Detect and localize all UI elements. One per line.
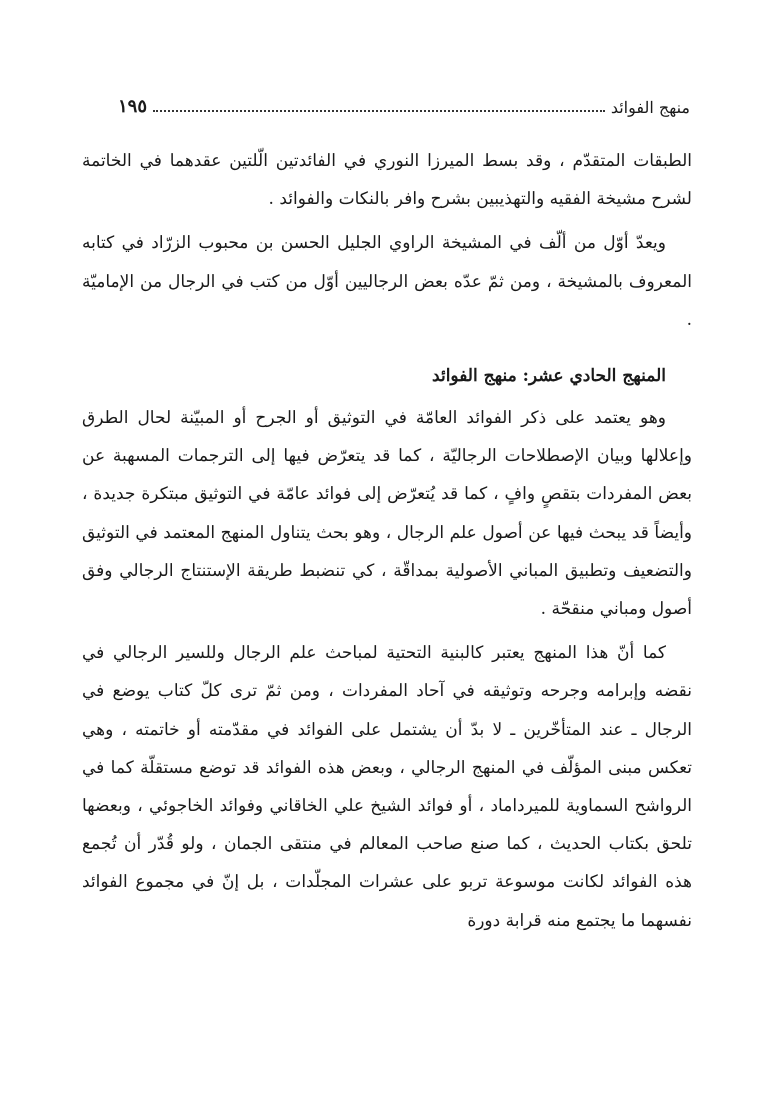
running-title: منهج الفوائد	[610, 98, 690, 117]
paragraph-3: وهو يعتمد على ذكر الفوائد العامّة في التوثيق أو الجرح أو المبيّنة لحال الطرق وإعلالها وبيان الإصطلاحات الرجاليّة ، كما قد يتعرّض فيها إلى الترجمات المسهبة عن بعض المفردات بتقصٍ وافٍ ، كما قد يُتعرّض إلى فوائد عامّة في التوثيق مبتكرة جديدة ، وأيضاً قد يبحث فيها عن أصول علم الرجال ، وهو بحث يتناول المنهج المعتمد في التوثيق والتضعيف وتطبيق المباني الأصولية بمداقّة ، كي تنضبط طريقة الإستنتاج الرجالي وفق أصول ومباني منقحّة .	[82, 408, 693, 620]
running-header	[118, 86, 690, 116]
dot-leader	[153, 110, 605, 112]
paragraph-2: ويعدّ أوّل من ألّف في المشيخة الراوي الجليل الحسن بن محبوب الزرّاد في كتابه المعروف بالمشيخة ، ومن ثمّ عدّه بعض الرجاليين أوّل من كتب في الرجال من الإماميّة .	[82, 233, 692, 330]
paragraph-1: الطبقات المتقدّم ، وقد بسط الميرزا النوري في الفائدتين الّلتين عقدهما في الخاتمة لشرح مشيخة الفقيه والتهذيبين بشرح وافر بالنكات والفوائد .	[82, 151, 692, 210]
paragraph-4: كما أنّ هذا المنهج يعتبر كالبنية التحتية لمباحث علم الرجال وللسير الرجالي في نقضه وإبرامه وجرحه وتوثيقه في آحاد المفردات ، ومن ثمّ ترى كلّ كتاب يوضع في الرجال ـ عند المتأخّرين ـ لا بدّ أن يشتمل على الفوائد في مقدّمته أو خاتمته ، وهي تعكس مبنى المؤلّف في المنهج الرجالي ، وبعض هذه الفوائد قد توضع مستقلّة كما في الرواشح السماوية للميرداماد ، أو فوائد الشيخ علي الخاقاني وفوائد الخاجوئي ، وبعضها تلحق بكتاب الحديث ، كما صنع صاحب المعالم في منتقى الجمان ، ولو قُدّر أن تُجمع هذه الفوائد لكانت موسوعة تربو على عشرات المجلّدات ، بل إنّ في مجموع الفوائد نفسهما ما يجتمع منه قرابة دورة	[82, 643, 692, 931]
page-number: ١٩٥	[118, 96, 148, 117]
body-text	[82, 142, 692, 940]
section-heading: المنهج الحادي عشر: منهج الفوائد	[432, 366, 666, 387]
